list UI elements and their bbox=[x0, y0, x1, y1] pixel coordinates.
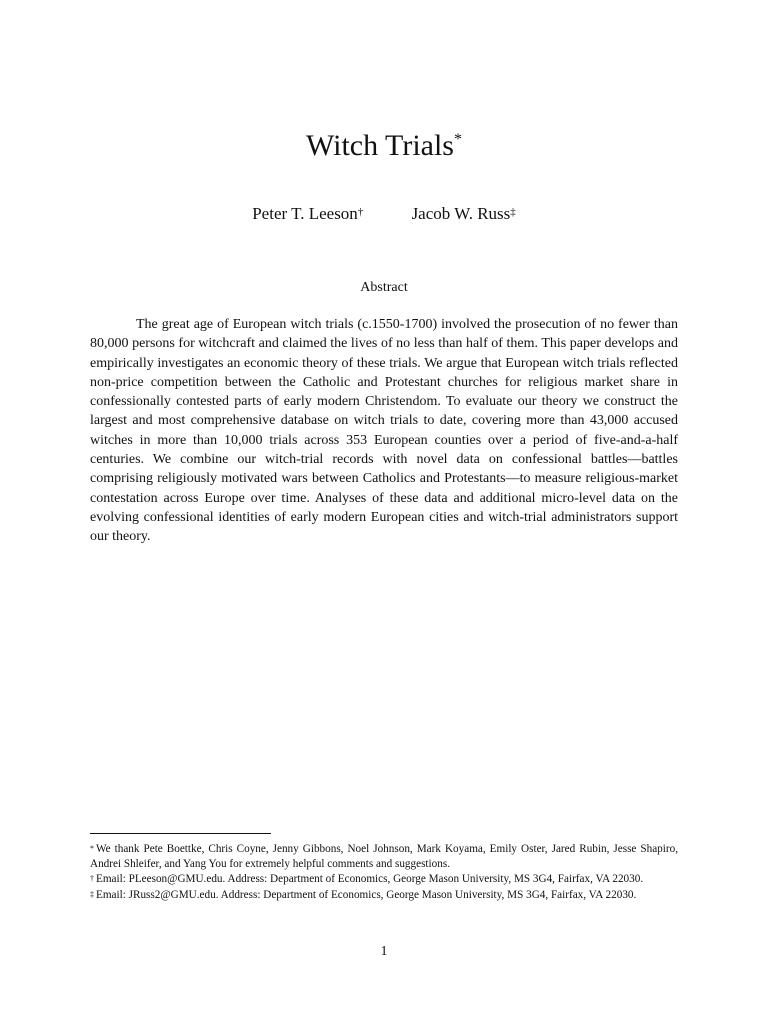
author-2-mark: ‡ bbox=[510, 206, 516, 218]
footnote-1-mark: * bbox=[90, 844, 94, 853]
footnote-divider bbox=[90, 833, 271, 834]
title-footnote-mark: * bbox=[453, 131, 462, 148]
title-text: Witch Trials bbox=[306, 129, 454, 162]
paper-title bbox=[0, 128, 768, 164]
footnote-author-2 bbox=[90, 888, 678, 903]
footnote-2-mark: † bbox=[90, 874, 94, 884]
abstract-body: The great age of European witch trials (c.1550-1700) involved the prosecution of no fewer than 80,000 persons for witchcraft and claimed the lives of no less than half of them. This paper develops and empirically investigates an economic theory of these trials. We argue that European witch trials reflected non-price competition between the Catholic and Protestant churches for religious market share in confessionally contested parts of early modern Christendom. To evaluate our theory we construct the largest and most comprehensive database on witch trials to date, covering more than 43,000 accused witches in more than 10,000 trials across 353 European counties over a period of five-and-a-half centuries. We combine our witch-trial records with novel data on confessional battles—battles comprising religiously motivated wars between Catholics and Protestants—to measure religious-market contestation across Europe over time. Analyses of these data and additional micro-level data on the evolving confessional identities of early modern European cities and witch-trial administrators support our theory. bbox=[90, 317, 678, 545]
author-2 bbox=[412, 203, 516, 225]
author-1-name: Peter T. Leeson bbox=[252, 204, 358, 223]
footnote-1-text: We thank Pete Boettke, Chris Coyne, Jenny Gibbons, Noel Johnson, Mark Koyama, Emily Oster, Jared Rubin, Jesse Shapiro, Andrei Shleifer, and Yang You for extremely helpful comments and suggestions. bbox=[90, 843, 678, 871]
abstract-heading: Abstract bbox=[360, 280, 408, 295]
author-1-mark: † bbox=[357, 206, 364, 218]
page-number: 1 bbox=[380, 944, 388, 959]
footnote-acknowledgements bbox=[90, 842, 678, 872]
footnotes bbox=[90, 842, 678, 903]
footnote-2-text: Email: PLeeson@GMU.edu. Address: Department of Economics, George Mason University, MS 3G4, Fairfax, VA 22030. bbox=[96, 873, 644, 886]
footnote-3-text: Email: JRuss2@GMU.edu. Address: Department of Economics, George Mason University, MS 3G4, Fairfax, VA 22030. bbox=[96, 888, 637, 901]
footnote-3-mark: ‡ bbox=[90, 889, 94, 899]
author-1 bbox=[252, 203, 363, 225]
author-2-name: Jacob W. Russ bbox=[411, 204, 511, 223]
footnote-author-1 bbox=[90, 872, 678, 887]
author-list bbox=[0, 203, 768, 225]
